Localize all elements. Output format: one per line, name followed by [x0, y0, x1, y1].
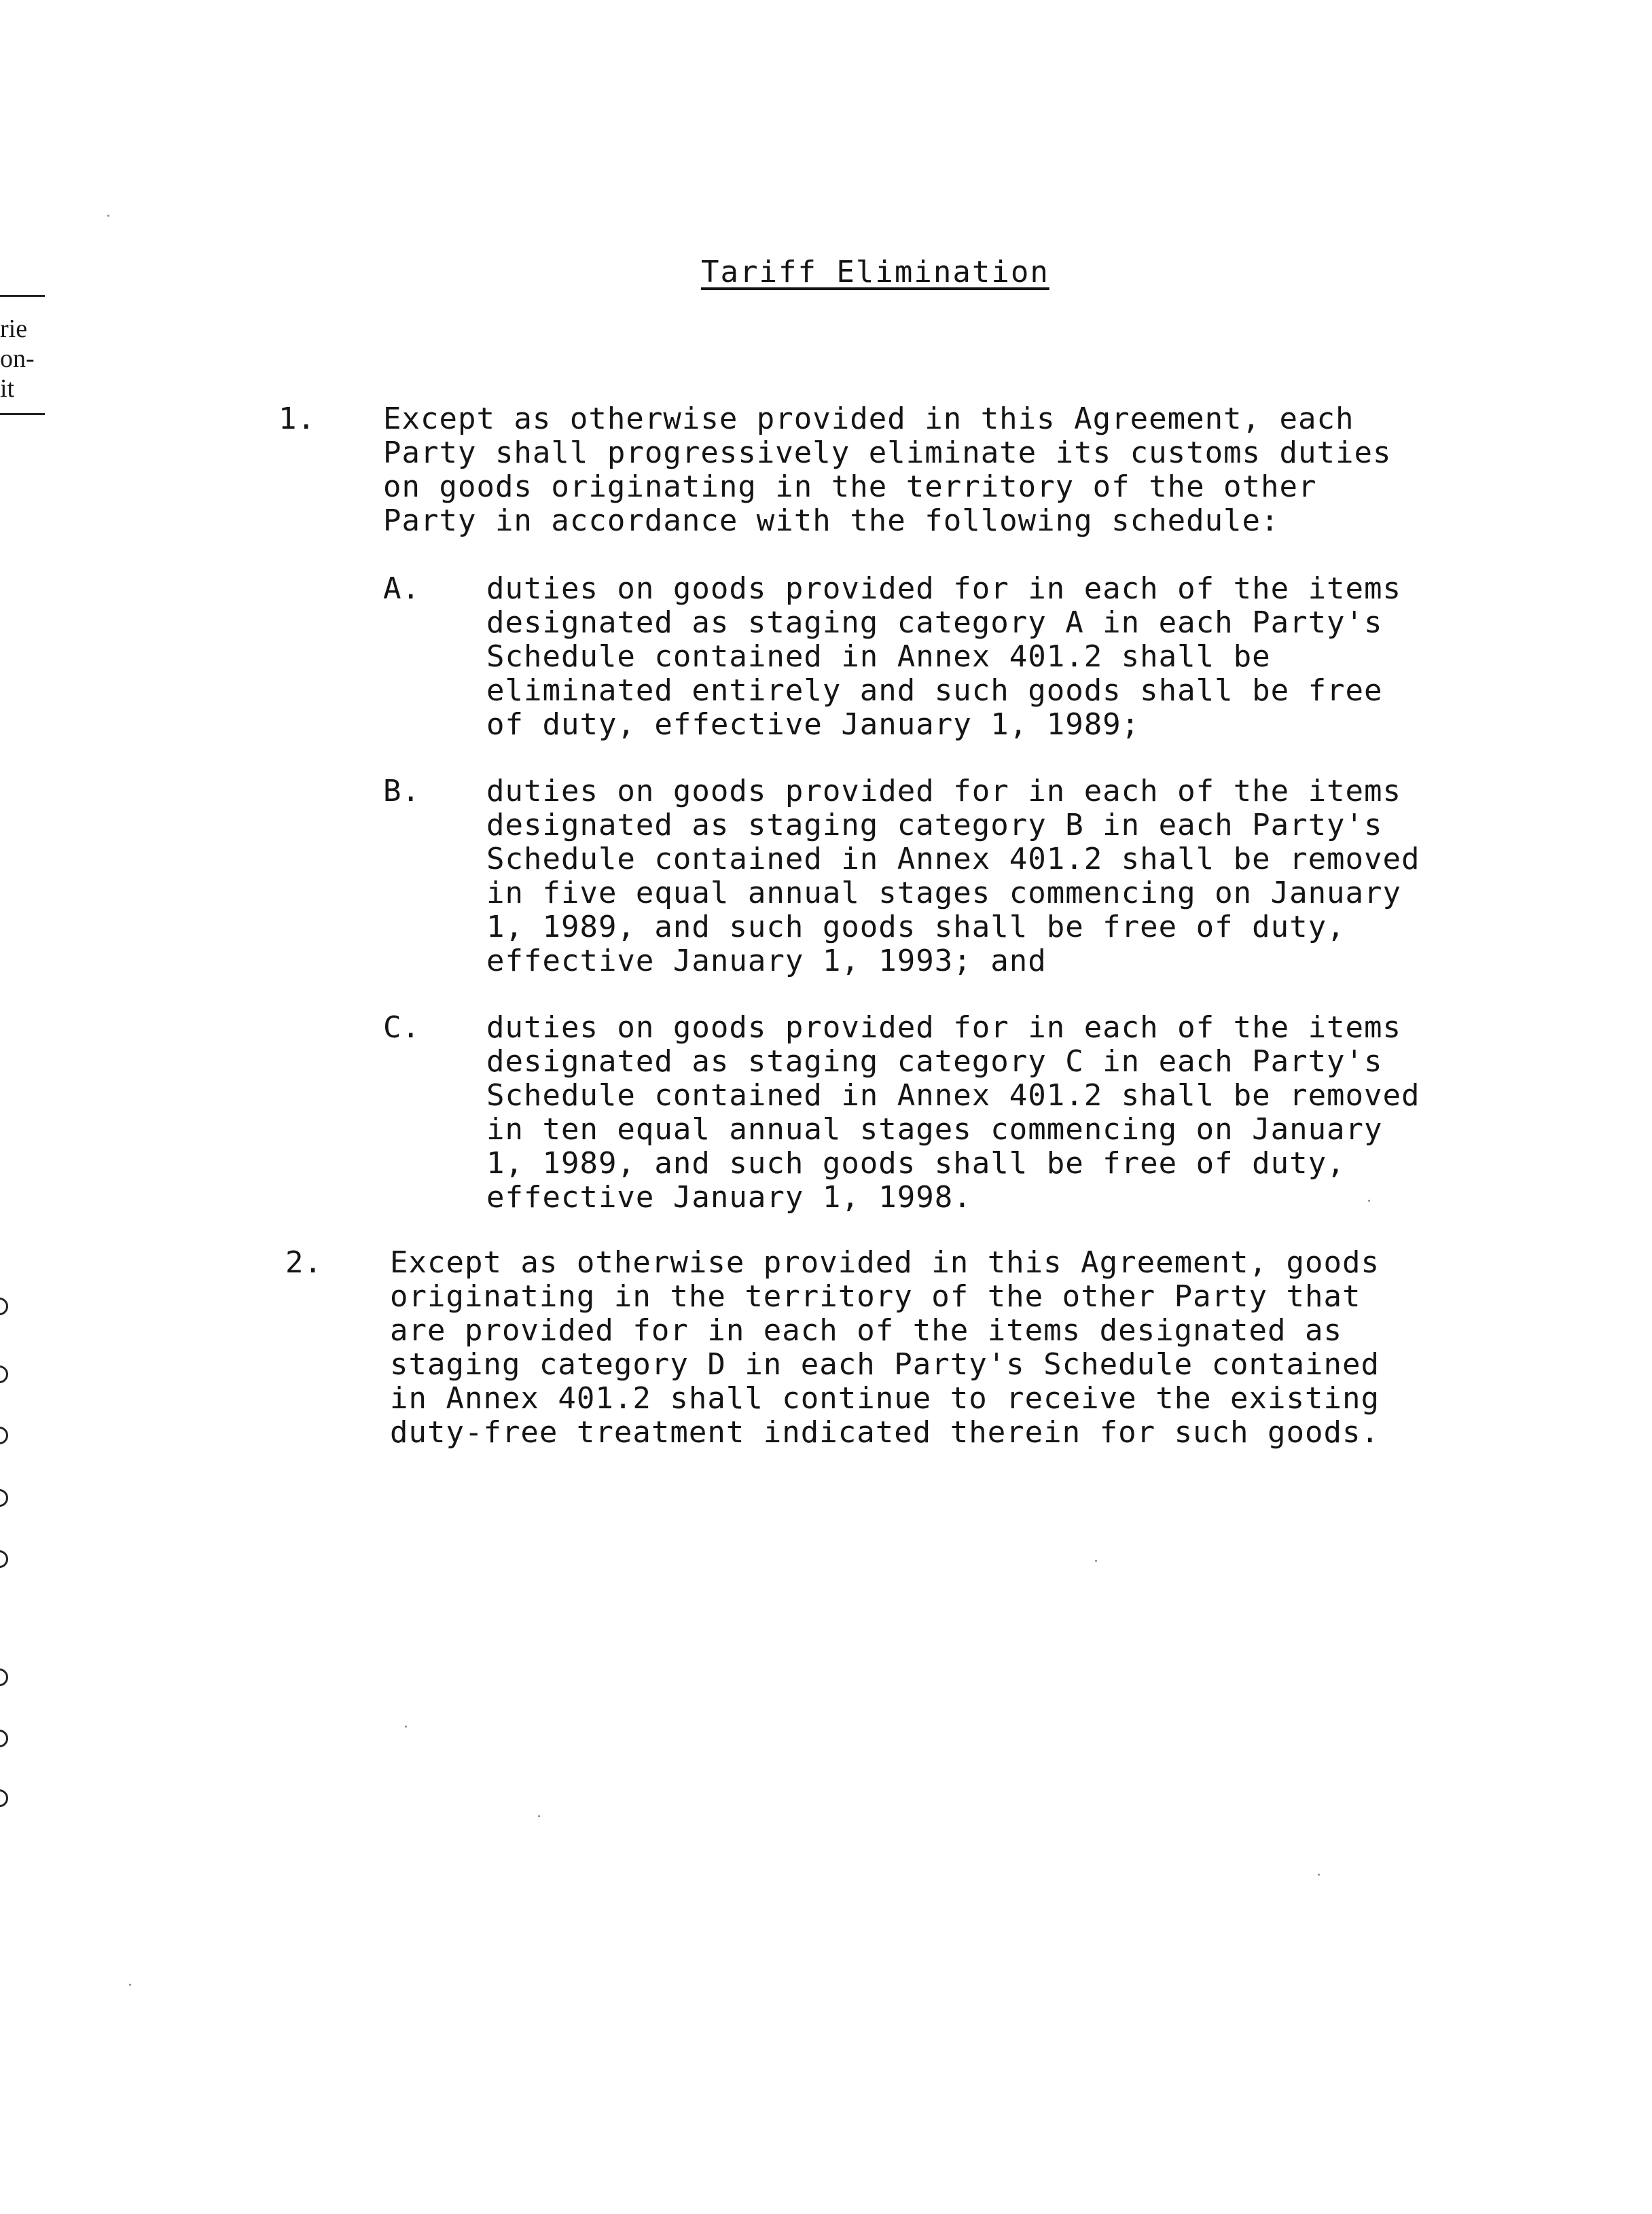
scan-speck — [405, 1726, 407, 1728]
subitem-label: A. — [383, 571, 420, 606]
subitem-text: duties on goods provided for in each of the items designated as staging category C in each Party's Schedule contained in Annex 401.2 shall be removed in ten equal annual stages commencing on January 1, 1989, and such goods shall be free of duty, effective January 1, 1998. — [486, 1010, 1420, 1215]
scan-speck — [1095, 1560, 1097, 1562]
binding-hole-mark — [0, 1489, 8, 1507]
subitem-label: B. — [383, 774, 420, 808]
scan-speck — [1318, 1874, 1320, 1876]
page-title: Tariff Elimination — [701, 255, 1049, 289]
subitem-label: C. — [383, 1010, 420, 1045]
margin-annotation — [0, 0, 48, 2214]
binding-hole-mark — [0, 1789, 8, 1807]
margin-rule-top — [0, 295, 45, 297]
margin-rule-bottom — [0, 413, 45, 415]
paragraph-text: Except as otherwise provided in this Agreement, each Party shall progressively eliminate its customs duties on goods originating in the territory of the other Party in accordance with the following schedule: — [383, 401, 1392, 538]
margin-fragment: rie — [0, 315, 28, 343]
paragraph-number: 2. — [285, 1245, 323, 1280]
scan-speck — [538, 1815, 540, 1817]
binding-hole-mark — [0, 1427, 8, 1444]
paragraph-text: Except as otherwise provided in this Agreement, goods originating in the territory of the other Party that are provided for in each of the items designated as staging category D in each Party's Schedule contained in Annex 401.2 shall continue to receive the existing duty-free treatment indicated therein for such goods. — [390, 1245, 1380, 1450]
binding-hole-mark — [0, 1298, 8, 1315]
scan-speck — [1368, 1200, 1370, 1202]
scan-speck — [107, 215, 109, 217]
paragraph-number: 1. — [279, 401, 316, 436]
subitem-text: duties on goods provided for in each of the items designated as staging category B in each Party's Schedule contained in Annex 401.2 shall be removed in five equal annual stages commencing on January 1, 1989, and such goods shall be free of duty, effective January 1, 1993; and — [486, 774, 1420, 978]
binding-hole-mark — [0, 1365, 8, 1383]
margin-fragment: on- — [0, 344, 35, 373]
binding-hole-mark — [0, 1668, 8, 1686]
subitem-text: duties on goods provided for in each of the items designated as staging category A in each Party's Schedule contained in Annex 401.2 shall be eliminated entirely and such goods shall be free of duty, effective January 1, 1989; — [486, 571, 1402, 742]
binding-hole-mark — [0, 1730, 8, 1747]
binding-hole-mark — [0, 1550, 8, 1568]
margin-fragment: it — [0, 374, 15, 403]
scan-speck — [129, 1984, 131, 1986]
